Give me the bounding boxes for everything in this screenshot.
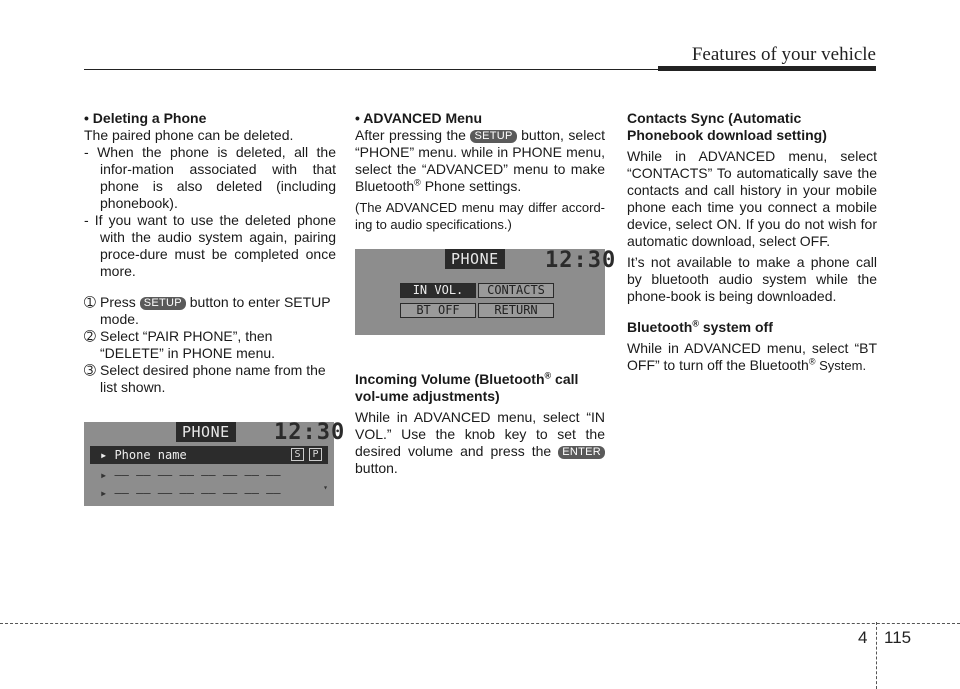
note-2: - If you want to use the deleted phone with the audio system again, pairing proce-dure must be completed once more. xyxy=(84,212,336,279)
phone-name-label: ▸ Phone name xyxy=(100,448,187,462)
text-span: Phone settings. xyxy=(420,178,522,194)
setup-button-icon: SETUP xyxy=(470,130,516,143)
column-advanced-menu xyxy=(355,110,617,477)
step-number: ➀ xyxy=(84,294,96,310)
text-span: button, select “PHONE” menu. while in PHONE menu, select the “ADVANCED” menu to make Bluetooth xyxy=(355,127,606,194)
registered-mark: ® xyxy=(808,356,816,367)
section-heading: • Deleting a Phone xyxy=(84,110,207,126)
text-span: While in ADVANCED menu, select “BT OFF” to turn off the Bluetooth xyxy=(627,340,877,373)
step-number: ➁ xyxy=(84,328,96,344)
text-span: Incoming Volume (Bluetooth xyxy=(355,371,545,387)
page-number: 115 xyxy=(884,628,912,647)
incoming-volume-heading xyxy=(355,371,605,405)
text-span: System. xyxy=(815,358,867,373)
text-span: Bluetooth xyxy=(627,319,693,335)
column-deleting-phone xyxy=(84,110,346,506)
screen-clock: 12:30 xyxy=(545,248,617,273)
footer-rule xyxy=(0,623,960,624)
return-option: RETURN xyxy=(478,303,554,318)
step-text: button to enter SETUP mode. xyxy=(100,294,331,327)
s-flag-icon: S xyxy=(291,448,304,461)
advanced-intro xyxy=(355,127,605,195)
step-1 xyxy=(84,294,336,328)
p-flag-icon: P xyxy=(309,448,322,461)
bt-off-text xyxy=(627,340,877,374)
phone-delete-screen xyxy=(84,420,346,506)
screen-list-row: ▸ –– –– –– –– –– –– –– –– xyxy=(100,468,281,482)
screen-clock: 12:30 xyxy=(274,420,346,445)
step-text: Press xyxy=(100,294,136,310)
enter-button-icon: ENTER xyxy=(558,446,605,459)
header-rule-accent xyxy=(658,66,876,71)
registered-mark: ® xyxy=(544,370,552,381)
advanced-menu-screen xyxy=(355,248,617,335)
text-span: system off xyxy=(698,319,773,335)
header-title: Features of your vehicle xyxy=(691,44,876,65)
note-1: - When the phone is deleted, all the infor-mation associated with that phone is also deleted (including phonebook). xyxy=(84,144,336,211)
registered-mark: ® xyxy=(692,318,699,329)
intro-text: The paired phone can be deleted. xyxy=(84,127,294,143)
chapter-number: 4 xyxy=(858,628,868,647)
bt-off-option: BT OFF xyxy=(400,303,476,318)
registered-mark: ® xyxy=(414,177,421,188)
screen-list-row: ▸ –– –– –– –– –– –– –– –– xyxy=(100,486,281,500)
in-vol-option: IN VOL. xyxy=(400,283,476,298)
step-text: Select desired phone name from the list shown. xyxy=(100,362,326,395)
screen-selected-row xyxy=(90,446,328,464)
text-span: call vol-ume adjustments) xyxy=(355,371,579,404)
text-span: After pressing the xyxy=(355,127,466,143)
screen-tab-phone: PHONE xyxy=(176,422,236,442)
footer-divider xyxy=(876,622,877,689)
advanced-note: (The ADVANCED menu may differ accord-ing to audio specifications.) xyxy=(355,200,605,232)
scroll-down-icon: ▾ xyxy=(323,483,328,492)
screen-tab-phone: PHONE xyxy=(445,249,505,269)
step-3 xyxy=(84,362,336,396)
contacts-sync-text: While in ADVANCED menu, select “CONTACTS” To automatically save the contacts and call history in your mobile phone each time you connect a mobile device, select ON. If you do not wish for automatic download, select OFF. xyxy=(627,148,877,249)
text-span: button. xyxy=(355,460,398,476)
step-text: Select “PAIR PHONE”, then “DELETE” in PHONE menu. xyxy=(100,328,276,361)
column-contacts-sync xyxy=(627,110,877,374)
contacts-option: CONTACTS xyxy=(478,283,554,298)
section-heading: • ADVANCED Menu xyxy=(355,110,483,126)
contacts-sync-note: It’s not available to make a phone call by bluetooth audio system while the phone-book is being downloaded. xyxy=(627,254,877,304)
setup-button-icon: SETUP xyxy=(140,297,186,310)
step-2 xyxy=(84,328,336,362)
contacts-sync-heading: Contacts Sync (Automatic Phonebook download setting) xyxy=(627,110,827,143)
text-span: While in ADVANCED menu, select “IN VOL.” Use the knob key to set the desired volume and press the xyxy=(355,409,605,459)
step-number: ➂ xyxy=(84,362,96,378)
incoming-volume-text xyxy=(355,409,605,477)
bt-off-heading xyxy=(627,319,877,336)
